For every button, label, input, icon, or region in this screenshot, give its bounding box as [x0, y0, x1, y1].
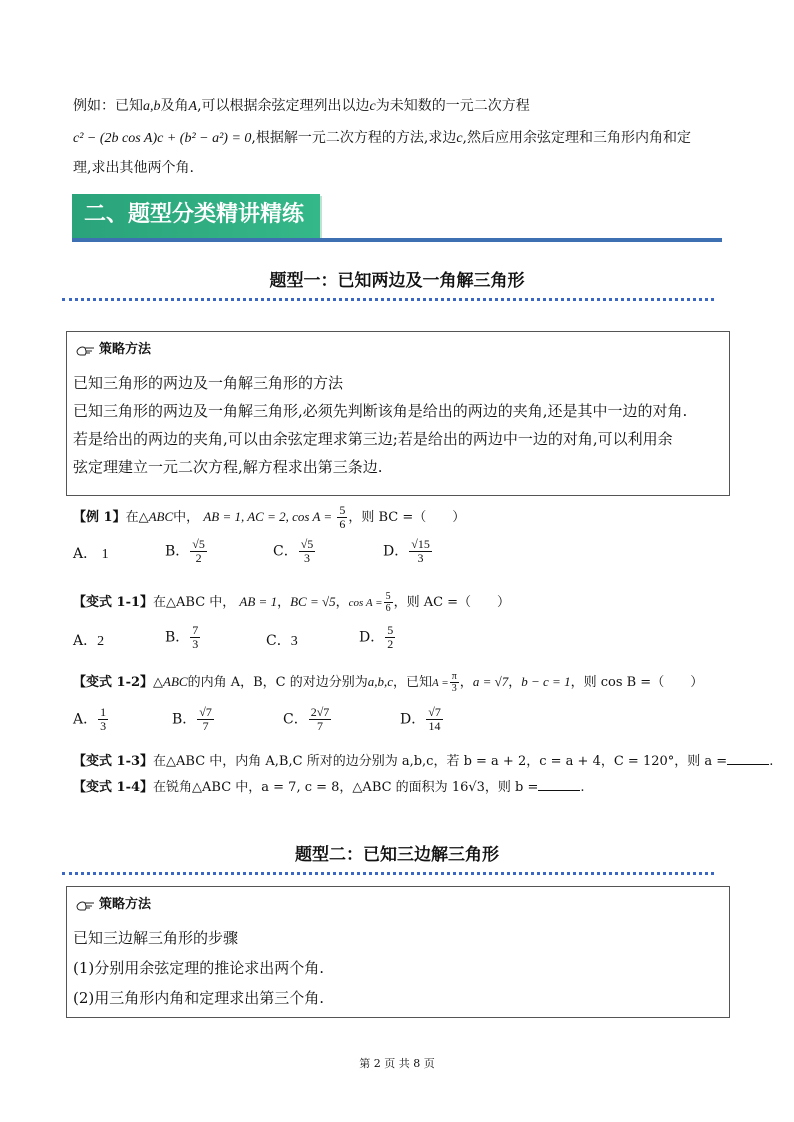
variant-1-2-option-b: B． $\frac{√7}{7}$: [172, 705, 212, 733]
pointing-hand-icon: [76, 899, 96, 911]
variant-1-4: 【变式 1-4】在锐角△ABC 中，a = 7, c = 8，△ABC 的面积为 16√3，则 b = .: [73, 776, 585, 798]
equation: c² − (2b cos A)c + (b² − a²) = 0: [73, 131, 252, 146]
answer-blank[interactable]: [727, 750, 769, 765]
section-rule: [72, 238, 722, 242]
variant-1-1-option-b: B． $\frac{7}{3}$: [165, 623, 199, 651]
type1-dotted-rule: [62, 298, 714, 301]
strategy-1-line-2: 已知三角形的两边及一角解三角形,必须先判断该角是给出的两边的夹角,还是其中一边的对角.: [73, 402, 688, 420]
variant-1-1-option-a: A．2: [73, 633, 105, 649]
strategy-2-line-3: (2)用三角形内角和定理求出第三个角.: [73, 989, 325, 1007]
strategy-2-line-2: (1)分别用余弦定理的推论求出两个角.: [73, 959, 325, 977]
strategy-2-line-1: 已知三边解三角形的步骤: [73, 929, 239, 947]
variant-1-1: 【变式 1-1】在△ABC 中， AB = 1，BC = √5，cos A = $\frac{5}{6}$ ，则 AC =（ ）: [73, 591, 511, 614]
section-banner: 二、题型分类精讲精练: [72, 194, 320, 238]
example-1-option-a: A． 1: [73, 546, 109, 562]
type2-dotted-rule: [62, 872, 714, 875]
type1-heading: 题型一：已知两边及一角解三角形: [269, 271, 525, 291]
strategy-title-1: 策略方法: [76, 338, 151, 357]
variant-1-2: 【变式 1-2】△ABC的内角 A，B，C 的对边分别为a,b,c，已知A = $\frac{\pi}{3}$ ，a = √7，b − c = 1，则 cos B =（ ）: [73, 671, 704, 694]
strategy-1-line-1: 已知三角形的两边及一角解三角形的方法: [73, 374, 344, 392]
strategy-1-line-3: 若是给出的两边的夹角,可以由余弦定理求第三边;若是给出的两边中一边的对角,可以利用余: [73, 430, 673, 448]
variant-1-2-option-d: D． $\frac{√7}{14}$: [400, 705, 441, 733]
type2-heading: 题型二：已知三边解三角形: [295, 845, 499, 865]
answer-blank[interactable]: [538, 776, 580, 791]
example-1-option-c: C． $\frac{√5}{3}$: [273, 537, 314, 565]
pointing-hand-icon: [76, 344, 96, 356]
variant-1-1-option-c: C．3: [266, 633, 298, 649]
intro-line3: 理,求出其他两个角.: [73, 160, 194, 176]
page-footer: 第 2 页 共 8 页: [359, 1057, 435, 1070]
example-1: 【例 1】在△ABC中， AB = 1, AC = 2, cos A = $\frac{5}{6}$ ，则 BC =（ ）: [73, 503, 466, 531]
example-1-option-d: D． $\frac{√15}{3}$: [383, 537, 430, 565]
variant-1-2-option-a: A． $\frac{1}{3}$: [73, 705, 107, 733]
variant-1-2-option-c: C． $\frac{2√7}{7}$: [283, 705, 330, 733]
strategy-1-line-4: 弦定理建立一元二次方程,解方程求出第三条边.: [73, 458, 383, 476]
strategy-title-2: 策略方法: [76, 893, 151, 912]
variant-1-1-option-d: D． $\frac{5}{2}$: [359, 623, 394, 651]
intro-line2: c² − (2b cos A)c + (b² − a²) = 0,根据解一元二次方程的方法,求边c,然后应用余弦定理和三角形内角和定: [73, 130, 691, 146]
variant-1-3: 【变式 1-3】在△ABC 中，内角 A,B,C 所对的边分别为 a,b,c，若 b = a + 2，c = a + 4，C = 120°，则 a = .: [73, 750, 773, 772]
intro-line1: 例如：已知a,b及角A,可以根据余弦定理列出以边c为未知数的一元二次方程: [73, 98, 530, 114]
example-1-option-b: B． $\frac{√5}{2}$: [165, 537, 205, 565]
